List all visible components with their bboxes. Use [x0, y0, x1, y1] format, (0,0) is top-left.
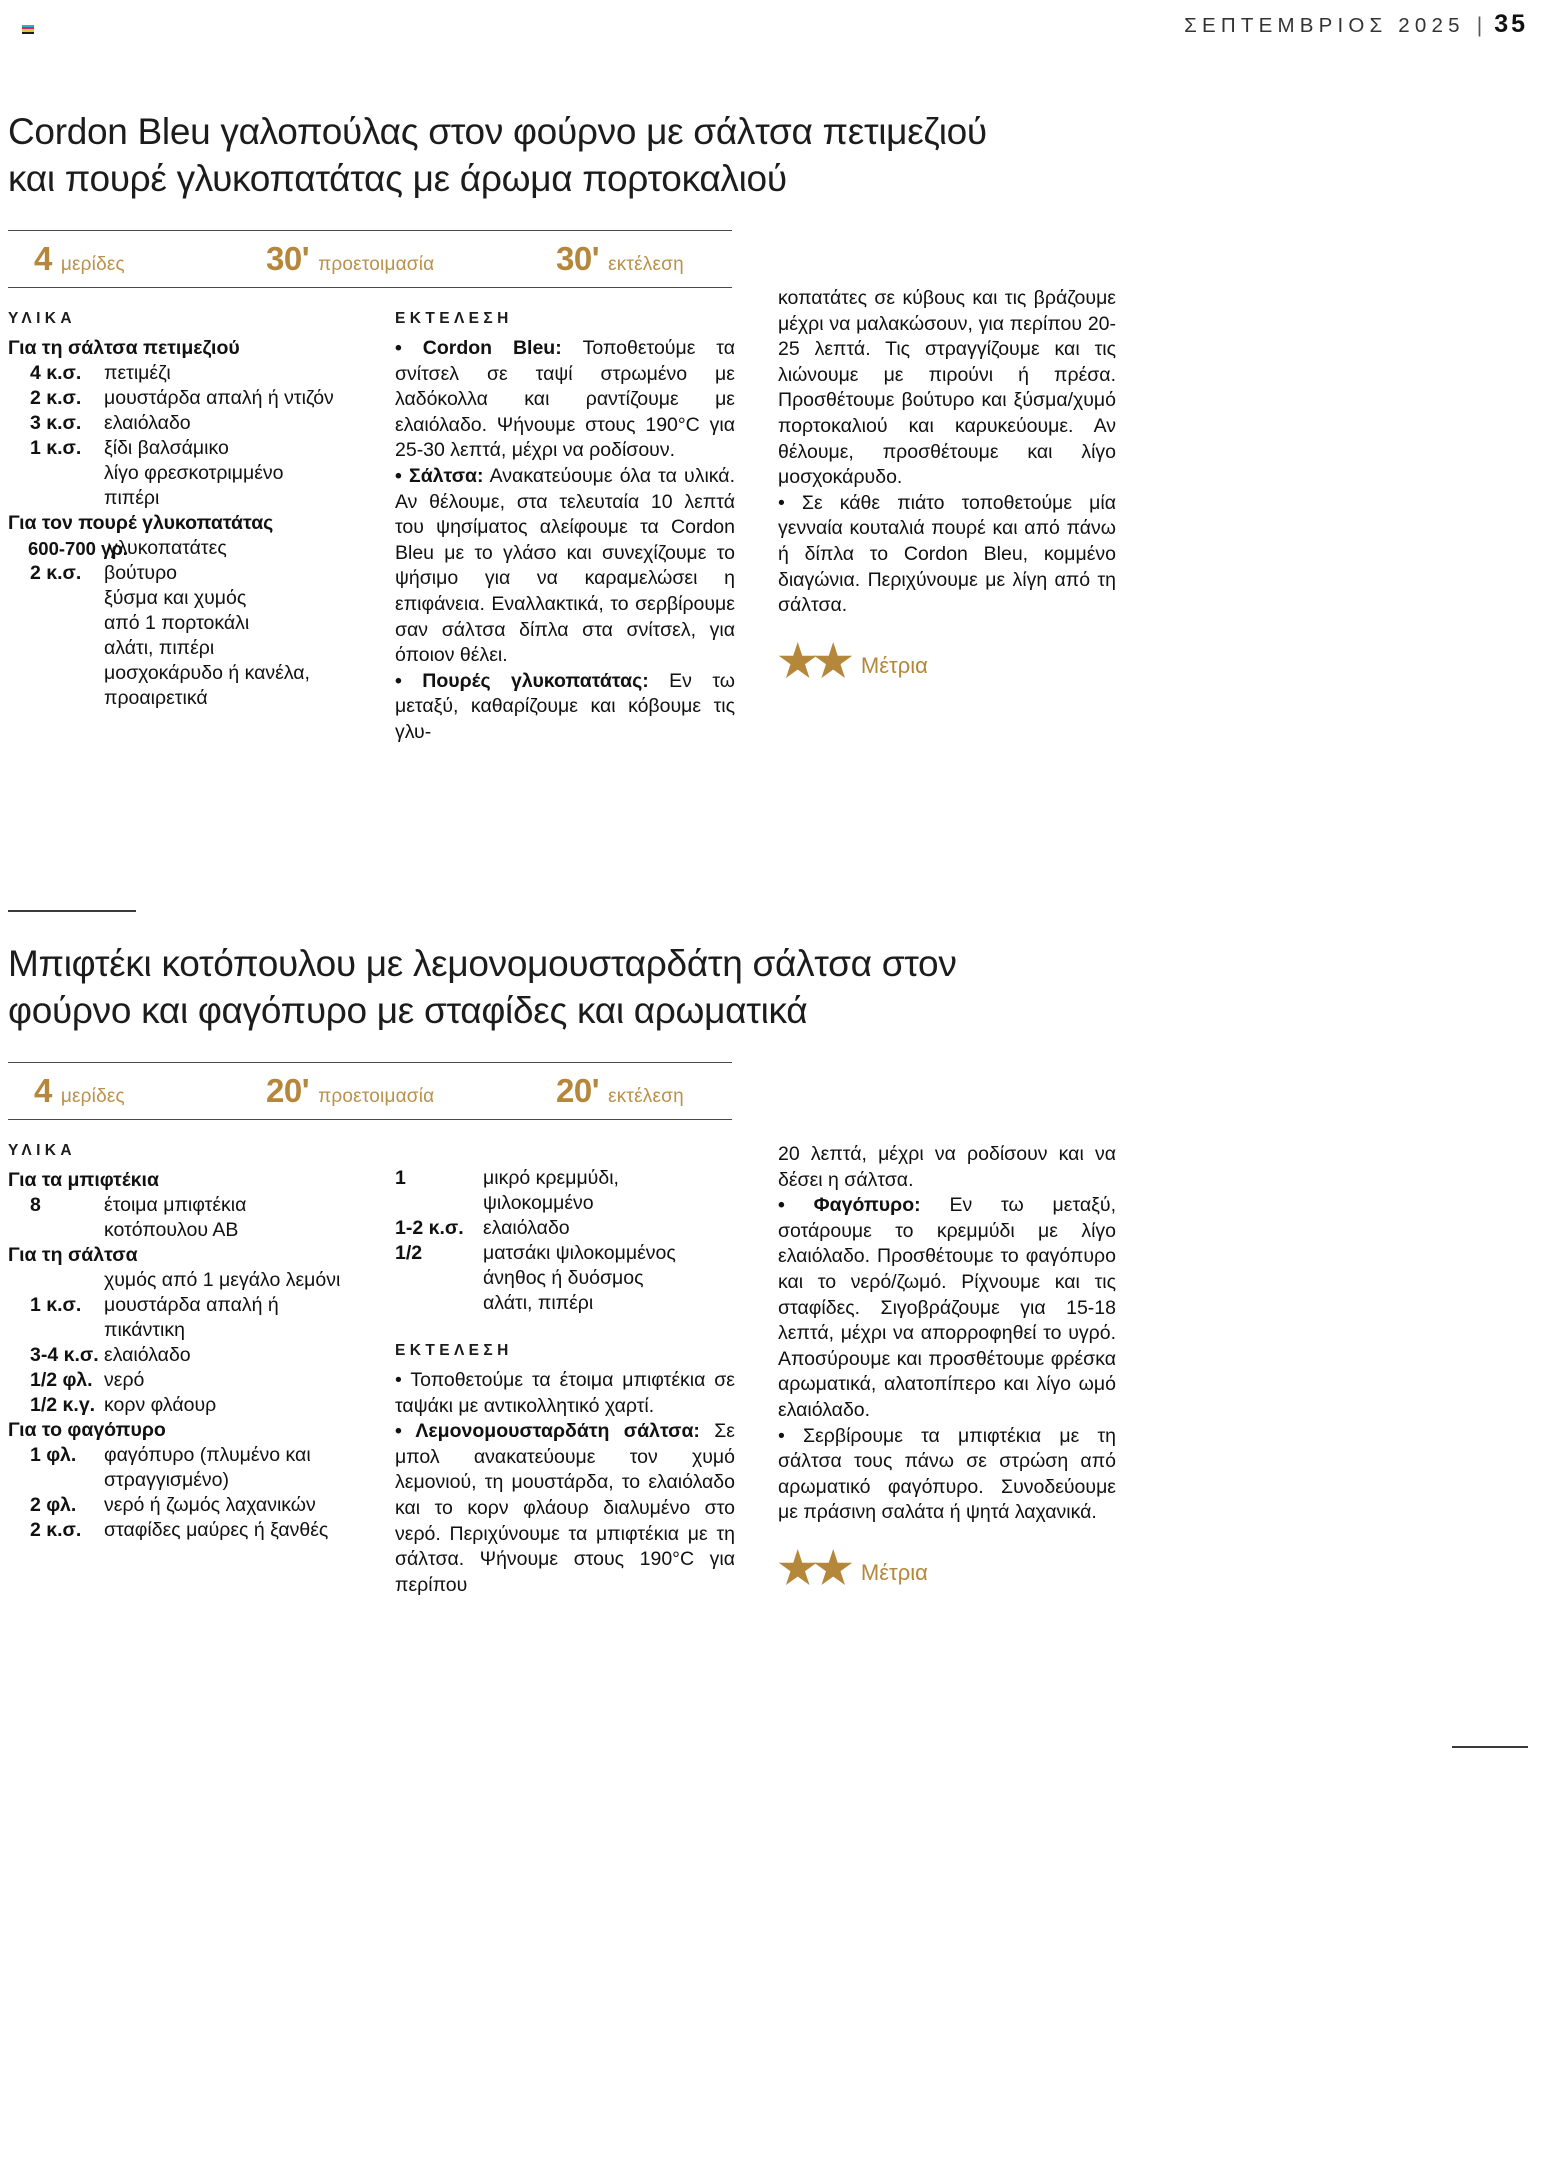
ingredient-name: ψιλοκομμένο: [483, 1192, 594, 1214]
ingredient-quantity: 1 κ.σ.: [30, 437, 82, 459]
ingredient-name: ξίδι βαλσάμικο: [104, 437, 229, 459]
ingredient-name: μουστάρδα απαλή ή ντιζόν: [104, 387, 334, 409]
ingredient-row: [8, 1293, 388, 1318]
ingredient-name: μουστάρδα απαλή ή: [104, 1294, 279, 1316]
ingredient-row: [8, 1268, 388, 1293]
ingredient-group-title: Για τη σάλτσα πετιμεζιού: [8, 337, 240, 359]
ingredients-list: [8, 336, 388, 711]
servings-label: μερίδες: [60, 254, 125, 275]
page-number: 35: [1494, 10, 1528, 38]
ingredient-row: [395, 1266, 735, 1291]
meta-servings: [34, 1072, 125, 1110]
ingredient-quantity: 1-2 κ.σ.: [395, 1217, 464, 1239]
instruction-paragraph: • Τοποθετούμε τα έτοιμα μπιφτέκια σε ταψάκι με αντικολλητικό χαρτί.: [395, 1369, 735, 1417]
recipe-card-2: [0, 940, 1550, 1762]
ingredient-row: [8, 536, 388, 561]
continuation-list: [778, 1142, 1116, 1526]
ingredient-row: [8, 436, 388, 461]
ingredient-row: [8, 1393, 388, 1418]
ingredient-row: [8, 386, 388, 411]
ingredient-name: αλάτι, πιπέρι: [104, 637, 215, 659]
instruction-step-label: • Φαγόπυρο:: [778, 1194, 921, 1217]
ingredient-row: [8, 1343, 388, 1368]
ingredient-quantity: [8, 586, 104, 611]
cook-value: 20': [556, 1072, 600, 1109]
instruction-paragraph: • Πουρές γλυκοπατάτας: Εν τω μεταξύ, καθαρίζουμε και κόβουμε τις γλυ-: [395, 669, 735, 743]
instruction-paragraph: 20 λεπτά, μέχρι να ροδίσουν και να δέσει η σάλτσα.: [778, 1143, 1116, 1191]
ingredient-row: [395, 1166, 735, 1191]
meta-prep-time: [266, 1072, 434, 1110]
instruction-paragraph: • Σε κάθε πιάτο τοποθετούμε μία γενναία κουταλιά πουρέ και από πάνω ή δίπλα το Cordon Bleu, κομμένο διαγώνια. Περιχύνουμε με λίγη από τη σάλτσα.: [778, 491, 1116, 617]
ingredient-quantity: 1 κ.σ.: [30, 1294, 82, 1316]
recipe-title: Μπιφτέκι κοτόπουλου με λεμονομουσταρδάτη σάλτσα στον φούρνο και φαγόπυρο με σταφίδες και αρωματικά: [8, 943, 957, 1031]
page-header: [0, 8, 1550, 42]
ingredient-group-title: Για τα μπιφτέκια: [8, 1169, 159, 1191]
ingredient-row: [8, 1318, 388, 1343]
ingredient-quantity: [8, 1218, 104, 1243]
ingredients-heading: ΥΛΙΚΑ: [8, 310, 76, 327]
ingredient-quantity: 3-4 κ.σ.: [30, 1344, 99, 1366]
difficulty-indicator: [778, 636, 1116, 686]
ingredient-row: [8, 611, 388, 636]
ingredient-quantity: [8, 486, 104, 511]
ingredient-name: από 1 πορτοκάλι: [104, 612, 250, 634]
ingredient-quantity: 2 κ.σ.: [30, 387, 82, 409]
ingredient-quantity: [395, 1266, 483, 1291]
ingredient-row: [8, 361, 388, 386]
ingredient-name: νερό ή ζωμός λαχανικών: [104, 1494, 316, 1516]
meta-cook-time: [556, 240, 684, 278]
execution-heading: ΕΚΤΕΛΕΣΗ: [395, 1342, 513, 1359]
instruction-step-label: • Σάλτσα:: [395, 464, 484, 487]
cook-value: 30': [556, 240, 600, 277]
ingredient-quantity: [8, 611, 104, 636]
prep-label: προετοιμασία: [318, 1086, 435, 1107]
ingredient-row: [395, 1216, 735, 1241]
ingredient-name: πικάντικη: [104, 1319, 185, 1341]
ingredient-row: [8, 461, 388, 486]
ingredient-quantity: [8, 661, 104, 686]
instruction-step-label: • Πουρές γλυκοπατάτας:: [395, 669, 649, 692]
ingredient-quantity: 8: [30, 1194, 41, 1216]
ingredient-name: μικρό κρεμμύδι,: [483, 1167, 619, 1189]
continuation-column: [778, 286, 1116, 686]
instruction-paragraph: • Λεμονομουσταρδάτη σάλτσα: Σε μπολ ανακατεύουμε τον χυμό λεμονιού, τη μουστάρδα, το ελαιόλαδο και το κορν φλάουρ διαλυμένο στο νερό. Περιχύνουμε τα μπιφτέκια με τη σάλτσα. Ψήνουμε στους 190°C για περίπου: [395, 1420, 736, 1596]
ingredient-row: [8, 586, 388, 611]
ingredient-name: έτοιμα μπιφτέκια: [104, 1194, 247, 1216]
ingredient-row: [8, 1193, 388, 1218]
ingredient-quantity: 2 φλ.: [30, 1494, 77, 1516]
servings-value: 4: [34, 240, 52, 277]
instruction-paragraph: κοπατάτες σε κύβους και τις βράζουμε μέχρι να μαλακώσουν, για περίπου 20-25 λεπτά. Τις στραγγίζουμε και τις λιώνουμε με πιρούνι ή πρέσα. Προσθέτουμε βούτυρο και ξύσμα/χυμό πορτοκαλιού και καρυκεύουμε. Αν θέλουμε, προσθέτουμε και λίγο μοσχοκάρυδο.: [778, 287, 1116, 489]
meta-cook-time: [556, 1072, 684, 1110]
execution-heading: ΕΚΤΕΛΕΣΗ: [395, 310, 513, 327]
ingredient-quantity: [395, 1191, 483, 1216]
instruction-paragraph: • Cordon Bleu: Τοποθετούμε τα σνίτσελ σε ταψί στρωμένο με λαδόκολλα και ραντίζουμε με ελαιόλαδο. Ψήνουμε στους 190°C για 25-30 λεπτά, μέχρι να ροδίσουν.: [395, 337, 735, 462]
cook-label: εκτέλεση: [608, 254, 684, 275]
ingredient-name: κοτόπουλου ΑΒ: [104, 1219, 239, 1241]
ingredients-heading: ΥΛΙΚΑ: [8, 1142, 76, 1159]
instruction-paragraph: • Φαγόπυρο: Εν τω μεταξύ, σοτάρουμε το κρεμμύδι με λίγο ελαιόλαδο. Προσθέτουμε το φαγόπυρο και το νερό/ζωμό. Ρίχνουμε και τις σταφίδες. Σιγοβράζουμε για 15-18 λεπτά, μέχρι να απορροφηθεί το υγρό. Αποσύρουμε και προσθέτουμε φρέσκα αρωματικά, αλατοπίπερο και λίγο ωμό ελαιόλαδο.: [778, 1194, 1116, 1421]
prep-value: 30': [266, 240, 310, 277]
ingredient-name: σταφίδες μαύρες ή ξανθές: [104, 1519, 329, 1541]
page-footer-rule: [1452, 1746, 1528, 1748]
meta-prep-time: [266, 240, 434, 278]
ingredient-quantity: 1: [395, 1167, 406, 1189]
ingredient-row: [395, 1291, 735, 1316]
meta-servings: [34, 240, 125, 278]
ingredient-row: [8, 1368, 388, 1393]
ingredient-name: χυμός από 1 μεγάλο λεμόνι: [104, 1269, 341, 1291]
ingredient-quantity: 4 κ.σ.: [30, 362, 82, 384]
ingredient-row: [8, 486, 388, 511]
ingredient-quantity: [8, 636, 104, 661]
ingredient-name: λίγο φρεσκοτριμμένο: [104, 462, 284, 484]
ingredients-list: [8, 1168, 388, 1543]
recipe-title: Cordon Bleu γαλοπούλας στον φούρνο με σάλτσα πετιμεζιού και πουρέ γλυκοπατάτας με άρωμα πορτοκαλιού: [8, 111, 987, 199]
ingredients-column: [8, 1142, 388, 1543]
ingredient-group-title: Για τη σάλτσα: [8, 1244, 138, 1266]
ingredient-name: βούτυρο: [104, 562, 178, 584]
recipe-columns: [0, 287, 1550, 830]
recipe-card-1: [0, 108, 1550, 830]
difficulty-label: Μέτρια: [860, 652, 928, 678]
ingredient-name: νερό: [104, 1369, 145, 1391]
issue-date: ΣΕΠΤΕΜΒΡΙΟΣ 2025: [1184, 14, 1465, 37]
ingredient-row: [8, 1218, 388, 1243]
ingredient-name: άνηθος ή δυόσμος: [483, 1267, 644, 1289]
ingredient-name: πετιμέζι: [104, 362, 171, 384]
prep-value: 20': [266, 1072, 310, 1109]
ingredient-quantity: [8, 686, 104, 711]
ingredient-name: προαιρετικά: [104, 687, 208, 709]
ingredient-quantity: 3 κ.σ.: [30, 412, 82, 434]
ingredient-row: [395, 1241, 735, 1266]
cook-label: εκτέλεση: [608, 1086, 684, 1107]
ingredient-quantity: 1/2 φλ.: [30, 1369, 93, 1391]
star-rating-icon: ★★: [778, 636, 849, 686]
header-separator: |: [1476, 14, 1483, 37]
ingredient-name: ελαιόλαδο: [104, 1344, 191, 1366]
ingredient-name: πιπέρι: [104, 487, 160, 509]
execution-list: [395, 336, 735, 746]
ingredient-quantity: [8, 1468, 104, 1493]
ingredient-name: ελαιόλαδο: [104, 412, 191, 434]
execution-column: [395, 310, 735, 746]
instruction-step-label: • Cordon Bleu:: [395, 337, 562, 359]
recipe-columns: [0, 1142, 1550, 1762]
ingredient-row: [8, 1443, 388, 1468]
ingredient-name: μοσχοκάρυδο ή κανέλα,: [104, 662, 310, 684]
ingredient-group-title: Για τον πουρέ γλυκοπατάτας: [8, 512, 274, 534]
continuation-list: [778, 286, 1116, 619]
registration-mark-icon: [22, 25, 34, 34]
ingredient-quantity: [8, 1268, 104, 1293]
execution-list: [395, 1368, 735, 1598]
servings-label: μερίδες: [60, 1086, 125, 1107]
ingredient-quantity: 2 κ.σ.: [30, 1519, 82, 1541]
ingredient-row: [8, 686, 388, 711]
difficulty-indicator: [778, 1543, 1116, 1593]
ingredient-row: [8, 1518, 388, 1543]
ingredient-name: γλυκοπατάτες: [108, 537, 227, 559]
ingredient-quantity: 1 φλ.: [30, 1444, 77, 1466]
difficulty-label: Μέτρια: [860, 1559, 928, 1585]
recipe-meta-bar: [8, 1062, 732, 1120]
continuation-column: [778, 1142, 1116, 1593]
ingredient-name: αλάτι, πιπέρι: [483, 1292, 594, 1314]
ingredient-quantity: 1/2: [395, 1242, 423, 1264]
recipe-meta-bar: [8, 230, 732, 288]
ingredient-row: [395, 1191, 735, 1216]
ingredients-column-secondary: [395, 1166, 735, 1598]
ingredient-name: ματσάκι ψιλοκομμένος: [483, 1242, 676, 1264]
ingredient-quantity: [8, 1318, 104, 1343]
star-rating-icon: ★★: [778, 1543, 849, 1593]
instruction-paragraph: • Σάλτσα: Ανακατεύουμε όλα τα υλικά. Αν θέλουμε, στα τελευταία 10 λεπτά του ψησίματος αλείφουμε τα Cordon Bleu με το γλάσο και συνεχίζουμε το ψήσιμο για να καραμελώσει η επιφάνεια. Εναλλακτικά, το σερβίρουμε σαν σάλτσα δίπλα στα σνίτσελ, για όποιον θέλει.: [395, 464, 735, 667]
ingredient-row: [8, 661, 388, 686]
section-divider: [8, 910, 136, 912]
ingredients-list-secondary: [395, 1166, 735, 1316]
prep-label: προετοιμασία: [318, 254, 435, 275]
ingredient-row: [8, 1493, 388, 1518]
header-issue-info: [1184, 10, 1528, 39]
ingredient-row: [8, 411, 388, 436]
ingredient-quantity: 2 κ.σ.: [30, 562, 82, 584]
instruction-paragraph: • Σερβίρουμε τα μπιφτέκια με τη σάλτσα τους πάνω σε στρώση από αρωματικό φαγόπυρο. Συνοδεύουμε με πράσινη σαλάτα ή ψητά λαχανικά.: [778, 1424, 1116, 1524]
ingredient-row: [8, 1468, 388, 1493]
ingredients-column: [8, 310, 388, 711]
ingredient-name: κορν φλάουρ: [104, 1394, 217, 1416]
ingredient-row: [8, 561, 388, 586]
ingredient-name: ελαιόλαδο: [483, 1217, 570, 1239]
ingredient-quantity: 600-700 γρ.: [28, 538, 128, 559]
ingredient-quantity: [395, 1291, 483, 1316]
ingredient-name: φαγόπυρο (πλυμένο και: [104, 1444, 311, 1466]
ingredient-quantity: [8, 461, 104, 486]
servings-value: 4: [34, 1072, 52, 1109]
ingredient-name: στραγγισμένο): [104, 1469, 229, 1491]
ingredient-quantity: 1/2 κ.γ.: [30, 1394, 96, 1416]
ingredient-name: ξύσμα και χυμός: [104, 587, 247, 609]
ingredient-row: [8, 636, 388, 661]
instruction-step-label: • Λεμονομουσταρδάτη σάλτσα:: [395, 1420, 700, 1443]
ingredient-group-title: Για το φαγόπυρο: [8, 1419, 166, 1441]
